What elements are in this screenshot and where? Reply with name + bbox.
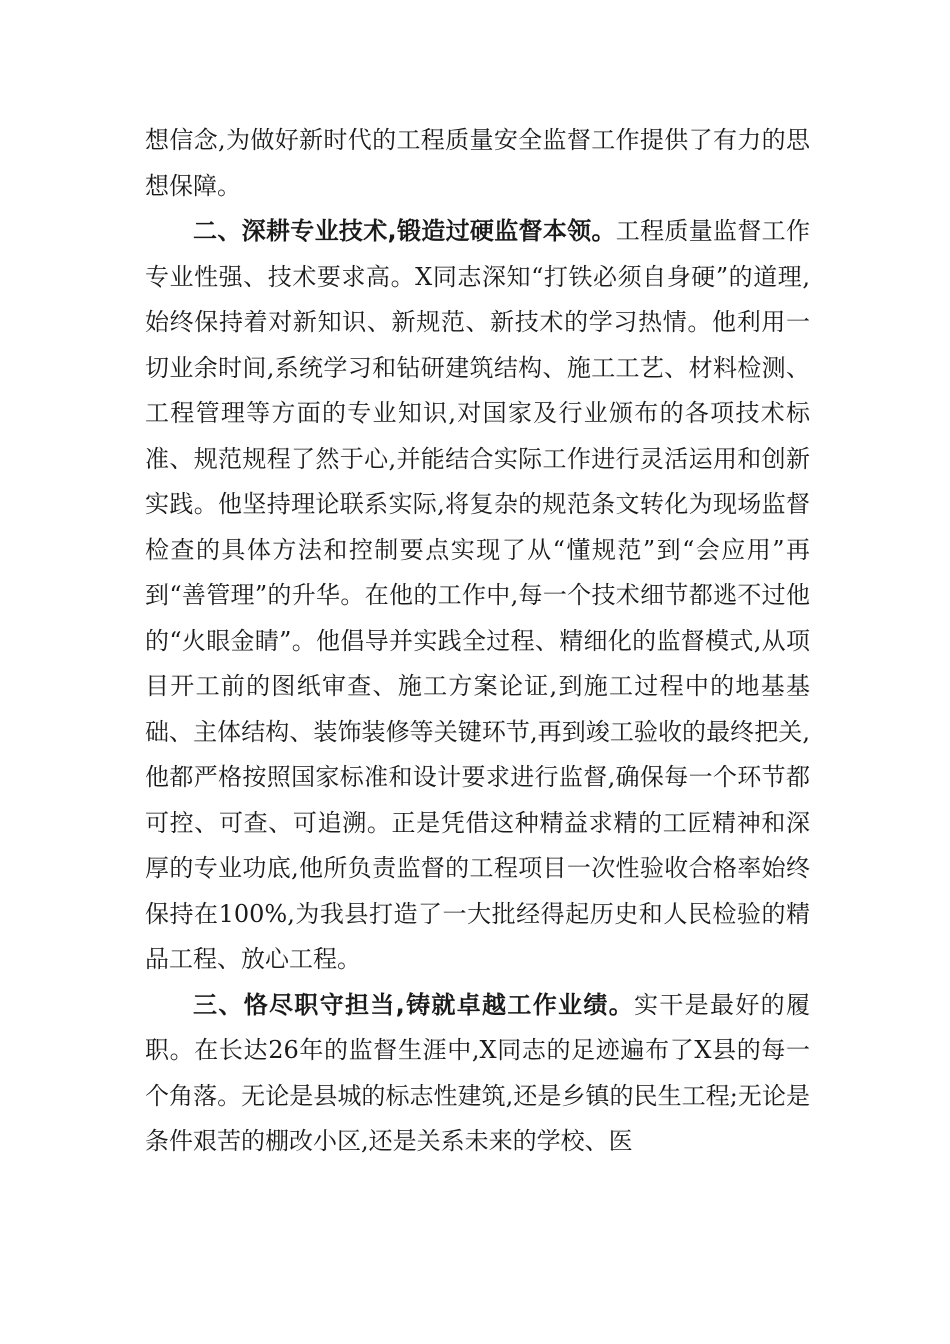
body-text [145,118,810,1165]
paragraph-continuation [145,118,810,209]
section-heading: 三、恪尽职守担当,铸就卓越工作业绩。 [193,990,635,1019]
paragraph-section-three [145,983,810,1165]
paragraph-text: 实干是最好的履职。在长达26年的监督生涯中,X同志的足迹遍布了X县的每一个角落。无论是县城的标志性建筑,还是乡镇的民生工程;无论是条件艰苦的棚改小区,还是关系未来的学校、医 [145,990,810,1155]
paragraph-text: 工程质量监督工作专业性强、技术要求高。X同志深知“打铁必须自身硬”的道理,始终保持着对新知识、新规范、新技术的学习热情。他利用一切业余时间,系统学习和钻研建筑结构、施工工艺、材料检测、工程管理等方面的专业知识,对国家及行业颁布的各项技术标准、规范规程了然于心,并能结合实际工作进行灵活运用和创新实践。他坚持理论联系实际,将复杂的规范条文转化为现场监督检查的具体方法和控制要点实现了从“懂规范”到“会应用”再到“善管理”的升华。在他的工作中,每一个技术细节都逃不过他的“火眼金睛”。他倡导并实践全过程、精细化的监督模式,从项目开工前的图纸审查、施工方案论证,到施工过程中的地基基础、主体结构、装饰装修等关键环节,再到竣工验收的最终把关,他都严格按照国家标准和设计要求进行监督,确保每一个环节都可控、可查、可追溯。正是凭借这种精益求精的工匠精神和深厚的专业功底,他所负责监督的工程项目一次性验收合格率始终保持在100%,为我县打造了一大批经得起历史和人民检验的精品工程、放心工程。 [145,217,811,973]
paragraph-section-two [145,209,810,983]
section-heading: 二、深耕专业技术,锻造过硬监督本领。 [193,217,616,245]
paragraph-text: 想信念,为做好新时代的工程质量安全监督工作提供了有力的思想保障。 [145,126,810,200]
